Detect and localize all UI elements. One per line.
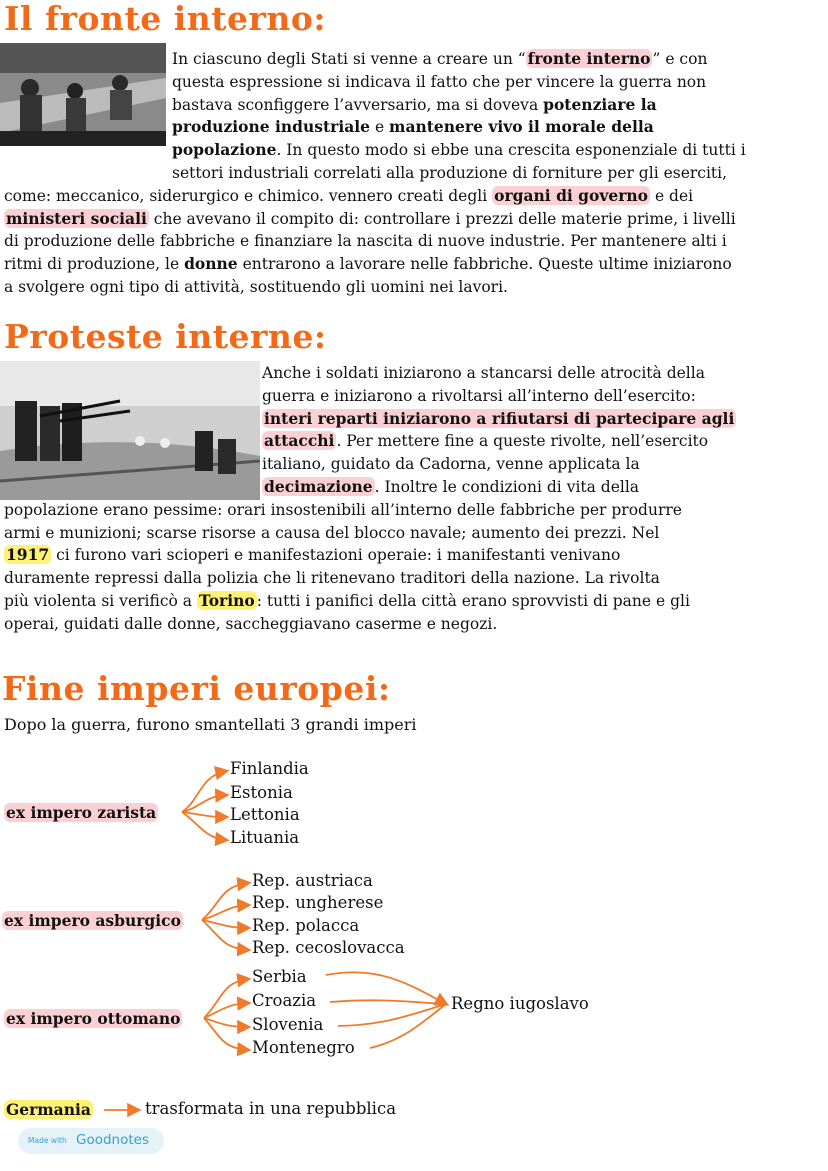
- label-ex-impero-ottomano: ex impero ottomano: [6, 1009, 181, 1028]
- text-line: duramente repressi dalla polizia che li ritenevano traditori della nazione. La rivolta: [4, 569, 660, 588]
- heading-fine-imperi: Fine imperi europei:: [2, 669, 391, 708]
- highlight-interi-reparti: interi reparti iniziarono a rifiutarsi di partecipare agli: [264, 408, 735, 428]
- label-germania: Germania: [6, 1100, 91, 1119]
- badge-brand-text: Goodnotes: [76, 1132, 149, 1148]
- text-line: di produzione delle fabbriche e finanziare la nascita di nuove industrie. Per mantenere alti i: [4, 232, 727, 251]
- item-finlandia: Finlandia: [230, 759, 309, 778]
- text-line: a svolgere ogni tipo di attività, sostituendo gli uomini nei lavori.: [4, 278, 508, 296]
- text-line: ritmi di produzione, le donne entrarono a lavorare nelle fabbriche. Queste ultime iniziarono: [4, 254, 732, 274]
- item-estonia: Estonia: [230, 783, 293, 802]
- text-line: 1917 ci furono vari scioperi e manifestazioni operaie: i manifestanti venivano: [6, 545, 621, 565]
- goodnotes-badge[interactable]: [18, 1128, 164, 1154]
- text-line: bastava sconfiggere l’avversario, ma si doveva potenziare la: [172, 94, 657, 114]
- heading-fronte-interno: Il fronte interno:: [4, 0, 327, 38]
- item-regno-iugoslavo: Regno iugoslavo: [451, 994, 589, 1013]
- text-line: In ciascuno degli Stati si venne a creare un “ fronte interno ” e con: [172, 49, 708, 68]
- label-ex-impero-asburgico: ex impero asburgico: [4, 911, 181, 930]
- heading-proteste-interne: Proteste interne:: [4, 317, 327, 356]
- item-slovenia: Slovenia: [252, 1015, 324, 1034]
- item-lettonia: Lettonia: [230, 805, 300, 824]
- item-rep-austriaca: Rep. austriaca: [252, 871, 373, 890]
- text-line: armi e munizioni; scarse risorse a causa del blocco navale; aumento dei prezzi. Nel: [4, 523, 660, 542]
- text-line: settori industriali correlati alla produzione di forniture per gli eserciti,: [172, 164, 728, 182]
- item-montenegro: Montenegro: [252, 1038, 355, 1057]
- text-line: Anche i soldati iniziarono a stancarsi delle atrocità della: [262, 364, 705, 382]
- text-line: ministeri sociali che avevano il compito di: controllare i prezzi delle materie prime, i livelli: [6, 208, 736, 228]
- text-line: popolazione. In questo modo si ebbe una crescita esponenziale di tutti i: [172, 140, 746, 160]
- highlight-1917: 1917: [6, 545, 50, 565]
- text-line: più violenta si verificò a Torino : tutti i panifici della città erano sprovvisti di pane e gli: [4, 591, 690, 610]
- item-serbia: Serbia: [252, 967, 307, 986]
- highlight-fronte-interno: fronte interno: [527, 49, 651, 68]
- badge-small-text: Made with: [28, 1136, 67, 1145]
- intro-text: Dopo la guerra, furono smantellati 3 grandi imperi: [4, 715, 417, 734]
- text-line: questa espressione si indicava il fatto che per vincere la guerra non: [172, 72, 707, 91]
- item-rep-cecoslovacca: Rep. cecoslovacca: [252, 938, 405, 957]
- item-rep-ungherese: Rep. ungherese: [252, 893, 384, 912]
- item-lituania: Lituania: [230, 828, 300, 847]
- item-rep-polacca: Rep. polacca: [252, 916, 360, 935]
- text-line: decimazione . Inoltre le condizioni di vita della: [264, 477, 640, 496]
- text-line: attacchi . Per mettere fine a queste rivolte, nell’esercito: [264, 431, 709, 451]
- highlight-torino: Torino: [198, 591, 255, 610]
- germania-text: trasformata in una repubblica: [145, 1099, 397, 1118]
- text-line: produzione industriale e mantenere vivo il morale della: [172, 117, 654, 137]
- highlight-attacchi: attacchi: [264, 431, 335, 451]
- highlight-organi-governo: organi di governo: [494, 185, 649, 205]
- text-line: italiano, guidato da Cadorna, venne applicata la: [262, 455, 640, 474]
- text-line: come: meccanico, siderurgico e chimico. vennero creati degli organi di governo e dei: [4, 185, 694, 205]
- text-line: guerra e iniziarono a rivoltarsi all’interno dell’esercito:: [262, 386, 696, 405]
- text-line: operai, guidati dalle donne, saccheggiavano caserme e negozi.: [4, 614, 498, 633]
- highlight-decimazione: decimazione: [264, 477, 373, 496]
- label-ex-impero-zarista: ex impero zarista: [6, 803, 157, 822]
- highlight-ministeri-sociali: ministeri sociali: [6, 208, 147, 228]
- item-croazia: Croazia: [252, 991, 317, 1010]
- text-line: popolazione erano pessime: orari insostenibili all’interno delle fabbriche per produrre: [4, 500, 682, 519]
